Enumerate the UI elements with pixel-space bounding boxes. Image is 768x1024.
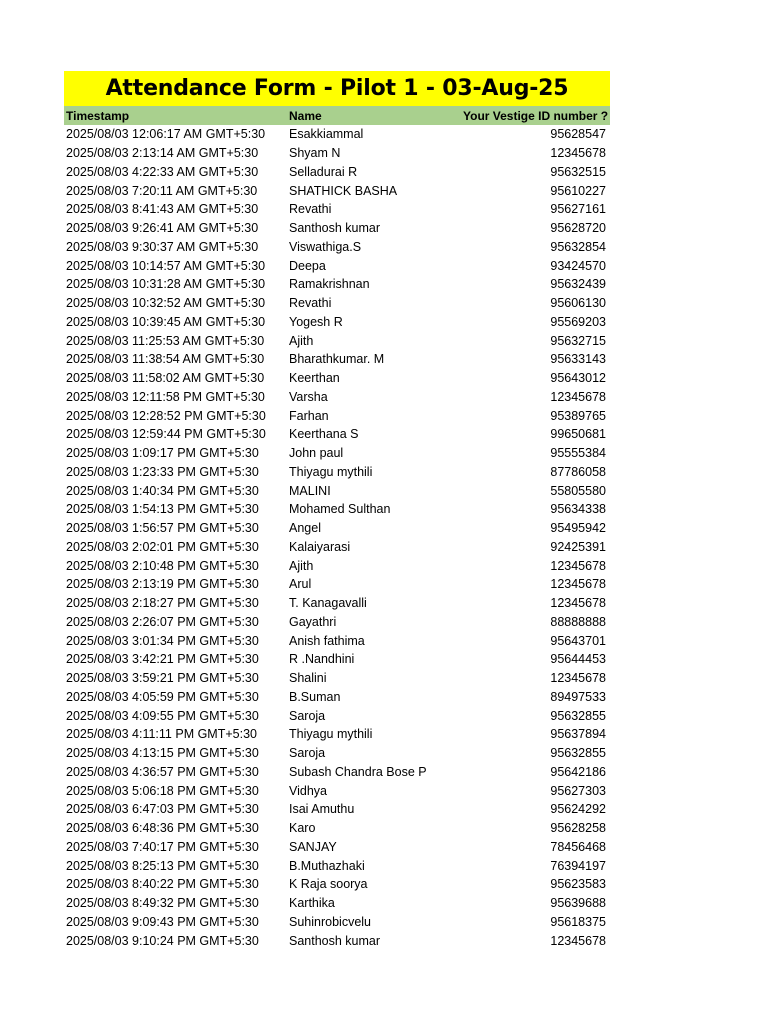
name-cell: Viswathiga.S bbox=[289, 239, 362, 254]
table-row bbox=[64, 538, 610, 557]
timestamp-cell: 2025/08/03 3:59:21 PM GMT+5:30 bbox=[66, 671, 259, 686]
vestige-id-cell: 12345678 bbox=[550, 146, 606, 161]
vestige-id-cell: 95639688 bbox=[550, 896, 606, 911]
table-row bbox=[64, 219, 610, 238]
table-row bbox=[64, 313, 610, 332]
table-row bbox=[64, 650, 610, 669]
vestige-id-cell: 92425391 bbox=[550, 539, 606, 554]
table-row bbox=[64, 931, 610, 950]
table-body bbox=[64, 125, 610, 950]
table-row bbox=[64, 238, 610, 257]
name-cell: Kalaiyarasi bbox=[289, 539, 351, 554]
vestige-id-cell: 95632854 bbox=[550, 239, 606, 254]
name-cell: Selladurai R bbox=[289, 164, 358, 179]
table-row bbox=[64, 350, 610, 369]
vestige-id-cell: 95610227 bbox=[550, 183, 606, 198]
vestige-id-cell: 95389765 bbox=[550, 408, 606, 423]
name-cell: Ramakrishnan bbox=[289, 277, 370, 292]
timestamp-cell: 2025/08/03 3:42:21 PM GMT+5:30 bbox=[66, 652, 259, 667]
table-row bbox=[64, 613, 610, 632]
table-row bbox=[64, 913, 610, 932]
column-header-timestamp: Timestamp bbox=[66, 108, 130, 123]
vestige-id-cell: 95632855 bbox=[550, 708, 606, 723]
table-row bbox=[64, 181, 610, 200]
vestige-id-cell: 95632715 bbox=[550, 333, 606, 348]
vestige-id-cell: 78456468 bbox=[550, 839, 606, 854]
vestige-id-cell: 95618375 bbox=[550, 914, 606, 929]
name-cell: Revathi bbox=[289, 296, 332, 311]
timestamp-cell: 2025/08/03 11:38:54 AM GMT+5:30 bbox=[66, 352, 265, 367]
timestamp-cell: 2025/08/03 1:23:33 PM GMT+5:30 bbox=[66, 464, 259, 479]
name-cell: Santhosh kumar bbox=[289, 933, 381, 948]
table-row bbox=[64, 406, 610, 425]
name-cell: Thiyagu mythili bbox=[289, 464, 373, 479]
name-cell: Keerthana S bbox=[289, 427, 359, 442]
timestamp-cell: 2025/08/03 4:05:59 PM GMT+5:30 bbox=[66, 689, 259, 704]
timestamp-cell: 2025/08/03 6:47:03 PM GMT+5:30 bbox=[66, 802, 259, 817]
table-row bbox=[64, 763, 610, 782]
table-row bbox=[64, 725, 610, 744]
timestamp-cell: 2025/08/03 10:14:57 AM GMT+5:30 bbox=[66, 258, 266, 273]
name-cell: Yogesh R bbox=[289, 314, 343, 329]
timestamp-cell: 2025/08/03 10:39:45 AM GMT+5:30 bbox=[66, 314, 266, 329]
vestige-id-cell: 95643012 bbox=[550, 371, 606, 386]
timestamp-cell: 2025/08/03 2:10:48 PM GMT+5:30 bbox=[66, 558, 259, 573]
name-cell: B.Suman bbox=[289, 689, 341, 704]
vestige-id-cell: 95628258 bbox=[550, 821, 606, 836]
vestige-id-cell: 95632439 bbox=[550, 277, 606, 292]
vestige-id-cell: 95627303 bbox=[550, 783, 606, 798]
table-row bbox=[64, 556, 610, 575]
timestamp-cell: 2025/08/03 9:30:37 AM GMT+5:30 bbox=[66, 239, 259, 254]
vestige-id-cell: 95628547 bbox=[550, 127, 606, 142]
name-cell: Isai Amuthu bbox=[289, 802, 355, 817]
timestamp-cell: 2025/08/03 12:28:52 PM GMT+5:30 bbox=[66, 408, 266, 423]
table-row bbox=[64, 294, 610, 313]
vestige-id-cell: 89497533 bbox=[550, 689, 606, 704]
name-cell: Suhinrobicvelu bbox=[289, 914, 371, 929]
vestige-id-cell: 95644453 bbox=[550, 652, 606, 667]
vestige-id-cell: 95632515 bbox=[550, 164, 606, 179]
vestige-id-cell: 12345678 bbox=[550, 389, 606, 404]
table-row bbox=[64, 125, 610, 144]
timestamp-cell: 2025/08/03 7:40:17 PM GMT+5:30 bbox=[66, 839, 259, 854]
table-row bbox=[64, 275, 610, 294]
vestige-id-cell: 12345678 bbox=[550, 596, 606, 611]
name-cell: Keerthan bbox=[289, 371, 340, 386]
timestamp-cell: 2025/08/03 5:06:18 PM GMT+5:30 bbox=[66, 783, 259, 798]
vestige-id-cell: 95623583 bbox=[550, 877, 606, 892]
name-cell: K Raja soorya bbox=[289, 877, 368, 892]
timestamp-cell: 2025/08/03 10:32:52 AM GMT+5:30 bbox=[66, 296, 266, 311]
timestamp-cell: 2025/08/03 9:10:24 PM GMT+5:30 bbox=[66, 933, 259, 948]
name-cell: Ajith bbox=[289, 558, 314, 573]
name-cell: R .Nandhini bbox=[289, 652, 355, 667]
timestamp-cell: 2025/08/03 1:56:57 PM GMT+5:30 bbox=[66, 521, 259, 536]
timestamp-cell: 2025/08/03 2:18:27 PM GMT+5:30 bbox=[66, 596, 259, 611]
name-cell: Varsha bbox=[289, 389, 328, 404]
table-row bbox=[64, 894, 610, 913]
table-row bbox=[64, 369, 610, 388]
timestamp-cell: 2025/08/03 8:25:13 PM GMT+5:30 bbox=[66, 858, 259, 873]
table-row bbox=[64, 256, 610, 275]
timestamp-cell: 2025/08/03 1:09:17 PM GMT+5:30 bbox=[66, 446, 259, 461]
timestamp-cell: 2025/08/03 12:59:44 PM GMT+5:30 bbox=[66, 427, 266, 442]
table-row bbox=[64, 163, 610, 182]
name-cell: Bharathkumar. M bbox=[289, 352, 385, 367]
name-cell: Shyam N bbox=[289, 146, 341, 161]
table-row bbox=[64, 500, 610, 519]
attendance-sheet bbox=[64, 71, 610, 950]
name-cell: Saroja bbox=[289, 708, 326, 723]
table-row bbox=[64, 875, 610, 894]
vestige-id-cell: 12345678 bbox=[550, 671, 606, 686]
table-row bbox=[64, 481, 610, 500]
name-cell: Anish fathima bbox=[289, 633, 365, 648]
timestamp-cell: 2025/08/03 4:13:15 PM GMT+5:30 bbox=[66, 746, 259, 761]
name-cell: Deepa bbox=[289, 258, 326, 273]
table-row bbox=[64, 200, 610, 219]
timestamp-cell: 2025/08/03 11:25:53 AM GMT+5:30 bbox=[66, 333, 265, 348]
name-cell: Santhosh kumar bbox=[289, 221, 381, 236]
name-cell: Gayathri bbox=[289, 614, 337, 629]
name-cell: SANJAY bbox=[289, 839, 337, 854]
table-row bbox=[64, 781, 610, 800]
name-cell: Angel bbox=[289, 521, 321, 536]
vestige-id-cell: 95627161 bbox=[550, 202, 606, 217]
vestige-id-cell: 95634338 bbox=[550, 502, 606, 517]
table-row bbox=[64, 800, 610, 819]
name-cell: Arul bbox=[289, 577, 312, 592]
name-cell: Revathi bbox=[289, 202, 332, 217]
timestamp-cell: 2025/08/03 9:09:43 PM GMT+5:30 bbox=[66, 914, 259, 929]
vestige-id-cell: 55805580 bbox=[550, 483, 606, 498]
sheet-title: Attendance Form - Pilot 1 - 03-Aug-25 bbox=[64, 71, 610, 106]
vestige-id-cell: 95633143 bbox=[550, 352, 606, 367]
vestige-id-cell: 12345678 bbox=[550, 577, 606, 592]
timestamp-cell: 2025/08/03 10:31:28 AM GMT+5:30 bbox=[66, 277, 266, 292]
vestige-id-cell: 93424570 bbox=[550, 258, 606, 273]
name-cell: T. Kanagavalli bbox=[289, 596, 367, 611]
timestamp-cell: 2025/08/03 6:48:36 PM GMT+5:30 bbox=[66, 821, 259, 836]
vestige-id-cell: 95642186 bbox=[550, 764, 606, 779]
vestige-id-cell: 95632855 bbox=[550, 746, 606, 761]
vestige-id-cell: 95495942 bbox=[550, 521, 606, 536]
table-row bbox=[64, 575, 610, 594]
table-row bbox=[64, 688, 610, 707]
vestige-id-cell: 76394197 bbox=[550, 858, 606, 873]
timestamp-cell: 2025/08/03 4:22:33 AM GMT+5:30 bbox=[66, 164, 259, 179]
name-cell: Saroja bbox=[289, 746, 326, 761]
timestamp-cell: 2025/08/03 3:01:34 PM GMT+5:30 bbox=[66, 633, 259, 648]
table-header bbox=[64, 106, 610, 125]
table-row bbox=[64, 144, 610, 163]
timestamp-cell: 2025/08/03 4:36:57 PM GMT+5:30 bbox=[66, 764, 259, 779]
vestige-id-cell: 88888888 bbox=[550, 614, 606, 629]
name-cell: Vidhya bbox=[289, 783, 327, 798]
name-cell: Subash Chandra Bose P bbox=[289, 764, 427, 779]
name-cell: Shalini bbox=[289, 671, 327, 686]
table-row bbox=[64, 631, 610, 650]
table-row bbox=[64, 594, 610, 613]
table-row bbox=[64, 463, 610, 482]
table-row bbox=[64, 331, 610, 350]
table-row bbox=[64, 856, 610, 875]
vestige-id-cell: 95643701 bbox=[550, 633, 606, 648]
table-row bbox=[64, 706, 610, 725]
vestige-id-cell: 95624292 bbox=[550, 802, 606, 817]
vestige-id-cell: 95606130 bbox=[550, 296, 606, 311]
table-row bbox=[64, 669, 610, 688]
timestamp-cell: 2025/08/03 8:40:22 PM GMT+5:30 bbox=[66, 877, 259, 892]
name-cell: SHATHICK BASHA bbox=[289, 183, 398, 198]
table-row bbox=[64, 444, 610, 463]
vestige-id-cell: 99650681 bbox=[550, 427, 606, 442]
table-row bbox=[64, 744, 610, 763]
name-cell: Karo bbox=[289, 821, 316, 836]
timestamp-cell: 2025/08/03 12:11:58 PM GMT+5:30 bbox=[66, 389, 265, 404]
name-cell: Esakkiammal bbox=[289, 127, 364, 142]
timestamp-cell: 2025/08/03 1:54:13 PM GMT+5:30 bbox=[66, 502, 259, 517]
name-cell: MALINI bbox=[289, 483, 331, 498]
timestamp-cell: 2025/08/03 11:58:02 AM GMT+5:30 bbox=[66, 371, 265, 386]
column-header-name: Name bbox=[289, 108, 322, 123]
table-row bbox=[64, 425, 610, 444]
timestamp-cell: 2025/08/03 2:26:07 PM GMT+5:30 bbox=[66, 614, 259, 629]
name-cell: B.Muthazhaki bbox=[289, 858, 365, 873]
timestamp-cell: 2025/08/03 7:20:11 AM GMT+5:30 bbox=[66, 183, 258, 198]
vestige-id-cell: 95637894 bbox=[550, 727, 606, 742]
name-cell: Karthika bbox=[289, 896, 335, 911]
vestige-id-cell: 95569203 bbox=[550, 314, 606, 329]
table-row bbox=[64, 519, 610, 538]
column-header-vestige-id: Your Vestige ID number ? bbox=[463, 108, 609, 123]
vestige-id-cell: 95628720 bbox=[550, 221, 606, 236]
table-row bbox=[64, 838, 610, 857]
timestamp-cell: 2025/08/03 8:49:32 PM GMT+5:30 bbox=[66, 896, 259, 911]
name-cell: Ajith bbox=[289, 333, 314, 348]
name-cell: Thiyagu mythili bbox=[289, 727, 373, 742]
timestamp-cell: 2025/08/03 4:09:55 PM GMT+5:30 bbox=[66, 708, 259, 723]
timestamp-cell: 2025/08/03 1:40:34 PM GMT+5:30 bbox=[66, 483, 259, 498]
timestamp-cell: 2025/08/03 9:26:41 AM GMT+5:30 bbox=[66, 221, 259, 236]
timestamp-cell: 2025/08/03 2:02:01 PM GMT+5:30 bbox=[66, 539, 259, 554]
timestamp-cell: 2025/08/03 8:41:43 AM GMT+5:30 bbox=[66, 202, 259, 217]
timestamp-cell: 2025/08/03 12:06:17 AM GMT+5:30 bbox=[66, 127, 266, 142]
timestamp-cell: 2025/08/03 2:13:14 AM GMT+5:30 bbox=[66, 146, 259, 161]
name-cell: John paul bbox=[289, 446, 344, 461]
name-cell: Mohamed Sulthan bbox=[289, 502, 391, 517]
vestige-id-cell: 95555384 bbox=[550, 446, 606, 461]
timestamp-cell: 2025/08/03 2:13:19 PM GMT+5:30 bbox=[66, 577, 259, 592]
name-cell: Farhan bbox=[289, 408, 329, 423]
table-row bbox=[64, 388, 610, 407]
table-row bbox=[64, 819, 610, 838]
vestige-id-cell: 12345678 bbox=[550, 933, 606, 948]
vestige-id-cell: 87786058 bbox=[550, 464, 606, 479]
vestige-id-cell: 12345678 bbox=[550, 558, 606, 573]
timestamp-cell: 2025/08/03 4:11:11 PM GMT+5:30 bbox=[66, 727, 257, 742]
